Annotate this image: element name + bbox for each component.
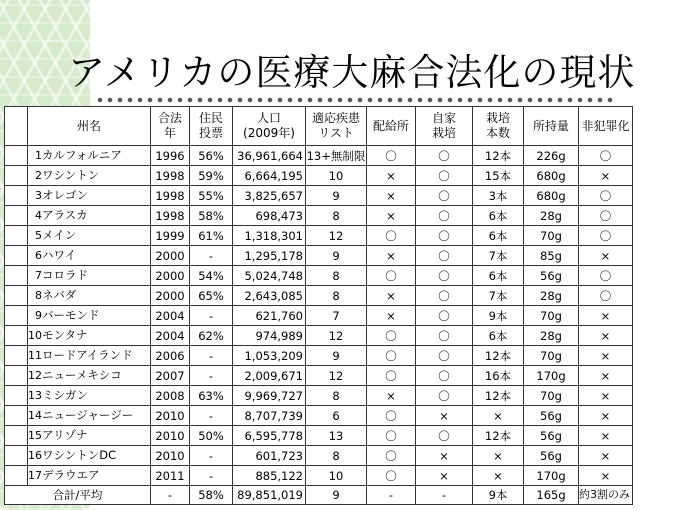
table-row (5, 186, 633, 206)
cell-state (28, 226, 151, 246)
table-row (5, 406, 633, 426)
cell-population: 8,707,739 (233, 406, 306, 426)
cell-possession: 226g (524, 146, 579, 166)
row-blank (5, 366, 28, 386)
table-row (5, 326, 633, 346)
cell-state (28, 206, 151, 226)
cell-home-grow: 〇 (416, 266, 473, 286)
row-blank (5, 346, 28, 366)
header-diseases: 適応疾患 リスト (306, 107, 367, 146)
cell-state (28, 266, 151, 286)
row-number: 13 (28, 389, 42, 402)
cell-state (28, 446, 151, 466)
cell-diseases: 8 (306, 286, 367, 306)
cell-diseases: 6 (306, 406, 367, 426)
totals-plants: 9本 (473, 486, 524, 505)
cell-home-grow: 〇 (416, 226, 473, 246)
cell-population: 2,643,085 (233, 286, 306, 306)
state-name: オレゴン (42, 188, 88, 202)
cell-vote: 55% (190, 186, 233, 206)
cell-population: 6,595,778 (233, 426, 306, 446)
cell-home-grow: 〇 (416, 366, 473, 386)
cell-population: 974,989 (233, 326, 306, 346)
state-name: メイン (42, 228, 77, 242)
cell-home-grow: 〇 (416, 426, 473, 446)
cell-decriminalize: × (579, 346, 633, 366)
cell-possession: 56g (524, 446, 579, 466)
cell-possession: 70g (524, 306, 579, 326)
cell-diseases: 9 (306, 186, 367, 206)
cell-state (28, 306, 151, 326)
cell-diseases: 9 (306, 346, 367, 366)
row-blank (5, 286, 28, 306)
totals-vote: 58% (190, 486, 233, 505)
table-row (5, 306, 633, 326)
cell-plants: 6本 (473, 326, 524, 346)
cell-possession: 70g (524, 346, 579, 366)
cell-possession: 28g (524, 206, 579, 226)
cell-possession: 56g (524, 426, 579, 446)
cell-possession: 680g (524, 186, 579, 206)
cell-diseases: 10 (306, 466, 367, 486)
cell-home-grow: 〇 (416, 246, 473, 266)
cell-state (28, 326, 151, 346)
row-blank (5, 206, 28, 226)
cell-decriminalize: 〇 (579, 266, 633, 286)
cell-decriminalize: × (579, 446, 633, 466)
header-vote: 住民 投票 (190, 107, 233, 146)
totals-possession: 165g (524, 486, 579, 505)
cell-possession: 70g (524, 226, 579, 246)
cell-dispensary: × (367, 306, 416, 326)
header-decriminalize: 非犯罪化 (579, 107, 633, 146)
cell-dispensary: × (367, 286, 416, 306)
cell-plants: 12本 (473, 146, 524, 166)
cell-state (28, 286, 151, 306)
cell-plants: × (473, 406, 524, 426)
cell-year: 2010 (151, 446, 190, 466)
cell-diseases: 9 (306, 246, 367, 266)
cell-decriminalize: 〇 (579, 286, 633, 306)
row-number: 4 (35, 209, 42, 222)
cell-vote: 65% (190, 286, 233, 306)
state-name: ハワイ (42, 248, 77, 262)
cell-home-grow: 〇 (416, 386, 473, 406)
state-name: カルフォルニア (42, 148, 122, 162)
state-name: ワシントン (42, 168, 100, 182)
cell-year: 2006 (151, 346, 190, 366)
cell-plants: 12本 (473, 346, 524, 366)
row-blank (5, 446, 28, 466)
table-row (5, 346, 633, 366)
header-possession: 所持量 (524, 107, 579, 146)
cell-possession: 56g (524, 406, 579, 426)
state-name: ワシントンDC (42, 448, 117, 462)
totals-year: - (151, 486, 190, 505)
cell-state (28, 466, 151, 486)
state-name: モンタナ (42, 328, 88, 342)
cell-vote: 61% (190, 226, 233, 246)
table-row (5, 446, 633, 466)
cell-population: 698,473 (233, 206, 306, 226)
totals-population: 89,851,019 (233, 486, 306, 505)
row-blank (5, 326, 28, 346)
cell-decriminalize: × (579, 426, 633, 446)
row-number: 11 (28, 349, 42, 362)
cell-dispensary: 〇 (367, 466, 416, 486)
table-row (5, 246, 633, 266)
cell-population: 1,053,209 (233, 346, 306, 366)
cell-vote: - (190, 366, 233, 386)
cell-decriminalize: × (579, 406, 633, 426)
cell-dispensary: 〇 (367, 446, 416, 466)
cell-home-grow: 〇 (416, 146, 473, 166)
row-blank (5, 466, 28, 486)
row-blank (5, 146, 28, 166)
cell-year: 2010 (151, 426, 190, 446)
cell-population: 621,760 (233, 306, 306, 326)
cell-plants: 12本 (473, 386, 524, 406)
cell-dispensary: × (367, 186, 416, 206)
cell-home-grow: 〇 (416, 206, 473, 226)
cell-plants: 7本 (473, 286, 524, 306)
cell-dispensary: 〇 (367, 266, 416, 286)
cell-vote: - (190, 246, 233, 266)
table-row (5, 206, 633, 226)
cell-possession: 28g (524, 286, 579, 306)
row-number: 6 (35, 249, 42, 262)
cell-vote: - (190, 406, 233, 426)
cell-decriminalize: 〇 (579, 186, 633, 206)
cell-plants: 9本 (473, 306, 524, 326)
cell-state (28, 366, 151, 386)
cell-plants: 12本 (473, 426, 524, 446)
row-blank (5, 266, 28, 286)
legalization-table (4, 106, 633, 505)
cell-possession: 70g (524, 386, 579, 406)
cell-home-grow: × (416, 406, 473, 426)
cell-state (28, 246, 151, 266)
cell-year: 2007 (151, 366, 190, 386)
dotted-divider (95, 97, 615, 103)
cell-decriminalize: × (579, 466, 633, 486)
cell-population: 5,024,748 (233, 266, 306, 286)
cell-state (28, 346, 151, 366)
table-row (5, 366, 633, 386)
cell-population: 36,961,664 (233, 146, 306, 166)
cell-decriminalize: × (579, 386, 633, 406)
cell-decriminalize: × (579, 166, 633, 186)
cell-plants: 15本 (473, 166, 524, 186)
cell-vote: - (190, 346, 233, 366)
cell-decriminalize: × (579, 326, 633, 346)
state-name: ミシガン (42, 388, 88, 402)
cell-population: 3,825,657 (233, 186, 306, 206)
cell-dispensary: × (367, 386, 416, 406)
cell-diseases: 12 (306, 366, 367, 386)
table-row (5, 386, 633, 406)
cell-state (28, 426, 151, 446)
cell-diseases: 12 (306, 326, 367, 346)
state-name: ロードアイランド (42, 348, 133, 362)
cell-dispensary: 〇 (367, 366, 416, 386)
cell-dispensary: 〇 (367, 346, 416, 366)
state-name: ネバダ (42, 288, 77, 302)
state-name: バーモンド (42, 308, 100, 322)
cell-possession: 170g (524, 466, 579, 486)
cell-population: 2,009,671 (233, 366, 306, 386)
cell-state (28, 406, 151, 426)
table-row (5, 146, 633, 166)
cell-state (28, 186, 151, 206)
cell-decriminalize: 〇 (579, 146, 633, 166)
state-name: アラスカ (42, 208, 88, 222)
row-number: 5 (35, 229, 42, 242)
cell-possession: 85g (524, 246, 579, 266)
table-row (5, 286, 633, 306)
row-blank (5, 426, 28, 446)
cell-dispensary: × (367, 166, 416, 186)
cell-vote: 63% (190, 386, 233, 406)
state-name: ニューメキシコ (42, 368, 122, 382)
totals-home-grow: - (416, 486, 473, 505)
slide-title: アメリカの医療大麻合法化の現状 (68, 51, 636, 94)
cell-possession: 28g (524, 326, 579, 346)
cell-population: 1,295,178 (233, 246, 306, 266)
cell-diseases: 12 (306, 226, 367, 246)
table-row (5, 266, 633, 286)
table-row (5, 166, 633, 186)
row-number: 15 (28, 429, 42, 442)
row-number: 17 (28, 469, 42, 482)
cell-year: 1998 (151, 166, 190, 186)
totals-diseases: 9 (306, 486, 367, 505)
cell-home-grow: 〇 (416, 166, 473, 186)
cell-year: 1996 (151, 146, 190, 166)
cell-dispensary: × (367, 206, 416, 226)
cell-plants: 6本 (473, 226, 524, 246)
row-number: 2 (35, 169, 42, 182)
cell-diseases: 8 (306, 386, 367, 406)
cell-diseases: 13+無制限 (306, 146, 367, 166)
row-blank (5, 306, 28, 326)
cell-year: 1999 (151, 226, 190, 246)
row-number: 10 (28, 329, 42, 342)
totals-label: 合計/平均 (5, 486, 151, 505)
cell-dispensary: 〇 (367, 326, 416, 346)
cell-vote: - (190, 466, 233, 486)
header-row (5, 107, 633, 146)
row-number: 3 (35, 189, 42, 202)
cell-diseases: 7 (306, 306, 367, 326)
cell-vote: 59% (190, 166, 233, 186)
cell-decriminalize: 〇 (579, 226, 633, 246)
header-plants: 栽培 本数 (473, 107, 524, 146)
row-number: 12 (28, 369, 42, 382)
cell-dispensary: 〇 (367, 226, 416, 246)
cell-plants: 6本 (473, 266, 524, 286)
cell-population: 9,969,727 (233, 386, 306, 406)
cell-dispensary: × (367, 246, 416, 266)
cell-diseases: 8 (306, 266, 367, 286)
cell-dispensary: 〇 (367, 426, 416, 446)
table-row (5, 226, 633, 246)
cell-year: 2008 (151, 386, 190, 406)
row-blank (5, 246, 28, 266)
header-dispensary: 配給所 (367, 107, 416, 146)
cell-vote: 62% (190, 326, 233, 346)
row-number: 16 (28, 449, 42, 462)
cell-vote: 54% (190, 266, 233, 286)
cell-year: 2004 (151, 306, 190, 326)
cell-possession: 680g (524, 166, 579, 186)
cell-plants: × (473, 466, 524, 486)
cell-plants: 3本 (473, 186, 524, 206)
cell-year: 2000 (151, 266, 190, 286)
header-year: 合法 年 (151, 107, 190, 146)
cell-home-grow: × (416, 446, 473, 466)
cell-year: 2004 (151, 326, 190, 346)
cell-home-grow: 〇 (416, 186, 473, 206)
cell-population: 601,723 (233, 446, 306, 466)
table-row (5, 426, 633, 446)
cell-diseases: 8 (306, 206, 367, 226)
cell-vote: - (190, 446, 233, 466)
cell-home-grow: 〇 (416, 306, 473, 326)
cell-population: 885,122 (233, 466, 306, 486)
cell-year: 1998 (151, 206, 190, 226)
cell-year: 2010 (151, 406, 190, 426)
cell-decriminalize: × (579, 246, 633, 266)
cell-diseases: 10 (306, 166, 367, 186)
totals-row (5, 486, 633, 505)
cell-year: 2011 (151, 466, 190, 486)
cell-plants: 7本 (473, 246, 524, 266)
cell-dispensary: 〇 (367, 406, 416, 426)
cell-plants: 6本 (473, 206, 524, 226)
row-blank (5, 406, 28, 426)
cell-home-grow: 〇 (416, 346, 473, 366)
cell-population: 1,318,301 (233, 226, 306, 246)
cell-home-grow: 〇 (416, 286, 473, 306)
cell-diseases: 8 (306, 446, 367, 466)
cell-vote: 56% (190, 146, 233, 166)
totals-decriminalize: 約3割のみ (579, 486, 633, 505)
cell-year: 2000 (151, 246, 190, 266)
header-home-grow: 自家 栽培 (416, 107, 473, 146)
cell-state (28, 386, 151, 406)
cell-plants: × (473, 446, 524, 466)
row-number: 7 (35, 269, 42, 282)
cell-vote: 58% (190, 206, 233, 226)
row-number: 8 (35, 289, 42, 302)
cell-population: 6,664,195 (233, 166, 306, 186)
cell-decriminalize: × (579, 306, 633, 326)
cell-dispensary: 〇 (367, 146, 416, 166)
cell-year: 2000 (151, 286, 190, 306)
row-blank (5, 226, 28, 246)
cell-possession: 170g (524, 366, 579, 386)
row-blank (5, 166, 28, 186)
cell-decriminalize: 〇 (579, 206, 633, 226)
header-blank (5, 107, 28, 146)
cell-year: 1998 (151, 186, 190, 206)
cell-diseases: 13 (306, 426, 367, 446)
cell-home-grow: × (416, 466, 473, 486)
cell-decriminalize: × (579, 366, 633, 386)
table-row (5, 466, 633, 486)
cell-possession: 56g (524, 266, 579, 286)
header-population: 人口 (2009年) (233, 107, 306, 146)
state-name: コロラド (42, 268, 88, 282)
totals-dispensary: - (367, 486, 416, 505)
row-number: 1 (35, 149, 42, 162)
cell-vote: - (190, 306, 233, 326)
state-name: デラウエア (42, 468, 100, 482)
cell-state (28, 146, 151, 166)
row-number: 14 (28, 409, 42, 422)
header-state: 州名 (28, 107, 151, 146)
state-name: アリゾナ (42, 428, 88, 442)
row-blank (5, 386, 28, 406)
cell-state (28, 166, 151, 186)
row-blank (5, 186, 28, 206)
cell-plants: 16本 (473, 366, 524, 386)
state-name: ニュージャージー (42, 408, 134, 422)
row-number: 9 (35, 309, 42, 322)
cell-home-grow: 〇 (416, 326, 473, 346)
cell-vote: 50% (190, 426, 233, 446)
